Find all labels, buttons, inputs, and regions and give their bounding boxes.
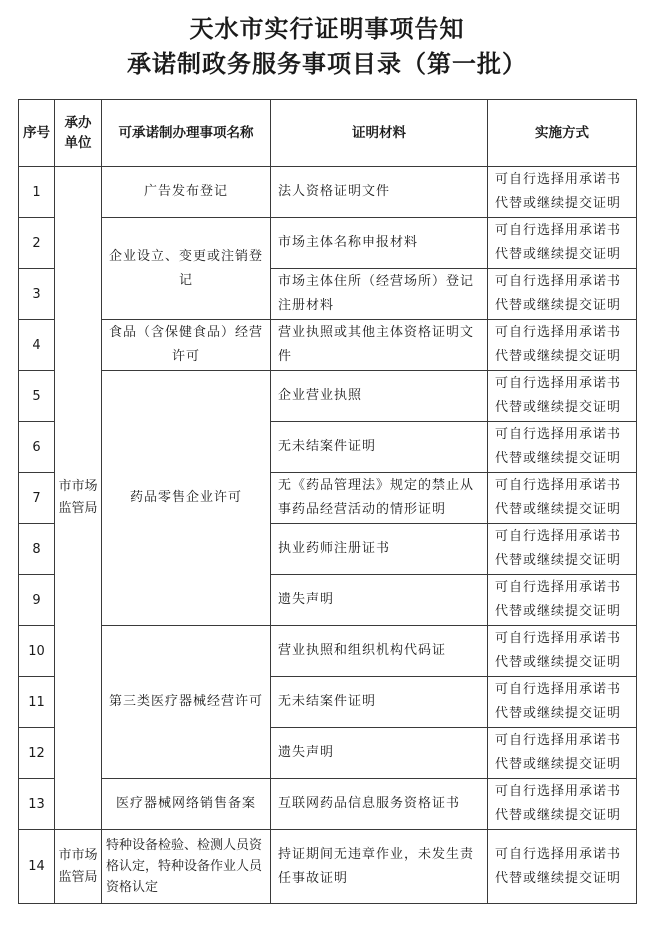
row-number: 14 xyxy=(19,830,55,904)
row-number: 1 xyxy=(19,167,55,218)
row-number: 13 xyxy=(19,779,55,830)
table-row xyxy=(19,371,637,422)
method-cell: 可自行选择用承诺书代替或继续提交证明 xyxy=(488,779,637,830)
material-cell: 无《药品管理法》规定的禁止从事药品经营活动的情形证明 xyxy=(271,473,488,524)
table-row xyxy=(19,779,637,830)
row-number: 8 xyxy=(19,524,55,575)
table-header-row xyxy=(19,100,637,167)
material-cell: 市场主体住所（经营场所）登记注册材料 xyxy=(271,269,488,320)
method-cell: 可自行选择用承诺书代替或继续提交证明 xyxy=(488,626,637,677)
material-cell: 无未结案件证明 xyxy=(271,422,488,473)
method-cell: 可自行选择用承诺书代替或继续提交证明 xyxy=(488,728,637,779)
row-number: 11 xyxy=(19,677,55,728)
material-cell: 市场主体名称申报材料 xyxy=(271,218,488,269)
row-number: 12 xyxy=(19,728,55,779)
row-number: 7 xyxy=(19,473,55,524)
method-cell: 可自行选择用承诺书代替或继续提交证明 xyxy=(488,677,637,728)
material-cell: 企业营业执照 xyxy=(271,371,488,422)
table-row xyxy=(19,167,637,218)
row-number: 4 xyxy=(19,320,55,371)
material-cell: 执业药师注册证书 xyxy=(271,524,488,575)
row-number: 5 xyxy=(19,371,55,422)
item-name-cell: 广告发布登记 xyxy=(102,167,271,218)
unit-cell: 市市场监管局 xyxy=(55,167,102,830)
table-row xyxy=(19,218,637,269)
header-method: 实施方式 xyxy=(488,100,637,167)
item-name-cell: 第三类医疗器械经营许可 xyxy=(102,626,271,779)
material-cell: 互联网药品信息服务资格证书 xyxy=(271,779,488,830)
table-row xyxy=(19,320,637,371)
item-name-cell: 食品（含保健食品）经营许可 xyxy=(102,320,271,371)
row-number: 10 xyxy=(19,626,55,677)
method-cell: 可自行选择用承诺书代替或继续提交证明 xyxy=(488,422,637,473)
items-table xyxy=(18,99,637,904)
table-row xyxy=(19,830,637,904)
document-title-line1: 天水市实行证明事项告知 xyxy=(189,14,465,43)
method-cell: 可自行选择用承诺书代替或继续提交证明 xyxy=(488,167,637,218)
header-material: 证明材料 xyxy=(271,100,488,167)
unit-cell: 市市场监管局 xyxy=(55,830,102,904)
material-cell: 遗失声明 xyxy=(271,728,488,779)
material-cell: 无未结案件证明 xyxy=(271,677,488,728)
method-cell: 可自行选择用承诺书代替或继续提交证明 xyxy=(488,218,637,269)
header-no: 序号 xyxy=(19,100,55,167)
method-cell: 可自行选择用承诺书代替或继续提交证明 xyxy=(488,320,637,371)
header-item: 可承诺制办理事项名称 xyxy=(102,100,271,167)
material-cell: 营业执照和组织机构代码证 xyxy=(271,626,488,677)
item-name-cell: 企业设立、变更或注销登记 xyxy=(102,218,271,320)
row-number: 3 xyxy=(19,269,55,320)
method-cell: 可自行选择用承诺书代替或继续提交证明 xyxy=(488,371,637,422)
method-cell: 可自行选择用承诺书代替或继续提交证明 xyxy=(488,575,637,626)
row-number: 2 xyxy=(19,218,55,269)
item-name-cell: 药品零售企业许可 xyxy=(102,371,271,626)
method-cell: 可自行选择用承诺书代替或继续提交证明 xyxy=(488,473,637,524)
method-cell: 可自行选择用承诺书代替或继续提交证明 xyxy=(488,524,637,575)
table-row xyxy=(19,626,637,677)
method-cell: 可自行选择用承诺书代替或继续提交证明 xyxy=(488,830,637,904)
row-number: 9 xyxy=(19,575,55,626)
document-title-line2: 承诺制政务服务事项目录（第一批） xyxy=(127,49,527,78)
material-cell: 法人资格证明文件 xyxy=(271,167,488,218)
material-cell: 遗失声明 xyxy=(271,575,488,626)
row-number: 6 xyxy=(19,422,55,473)
material-cell: 营业执照或其他主体资格证明文件 xyxy=(271,320,488,371)
material-cell: 持证期间无违章作业，未发生责任事故证明 xyxy=(271,830,488,904)
item-name-cell: 特种设备检验、检测人员资格认定，特种设备作业人员资格认定 xyxy=(102,830,271,904)
header-unit: 承办单位 xyxy=(55,100,102,167)
method-cell: 可自行选择用承诺书代替或继续提交证明 xyxy=(488,269,637,320)
item-name-cell: 医疗器械网络销售备案 xyxy=(102,779,271,830)
